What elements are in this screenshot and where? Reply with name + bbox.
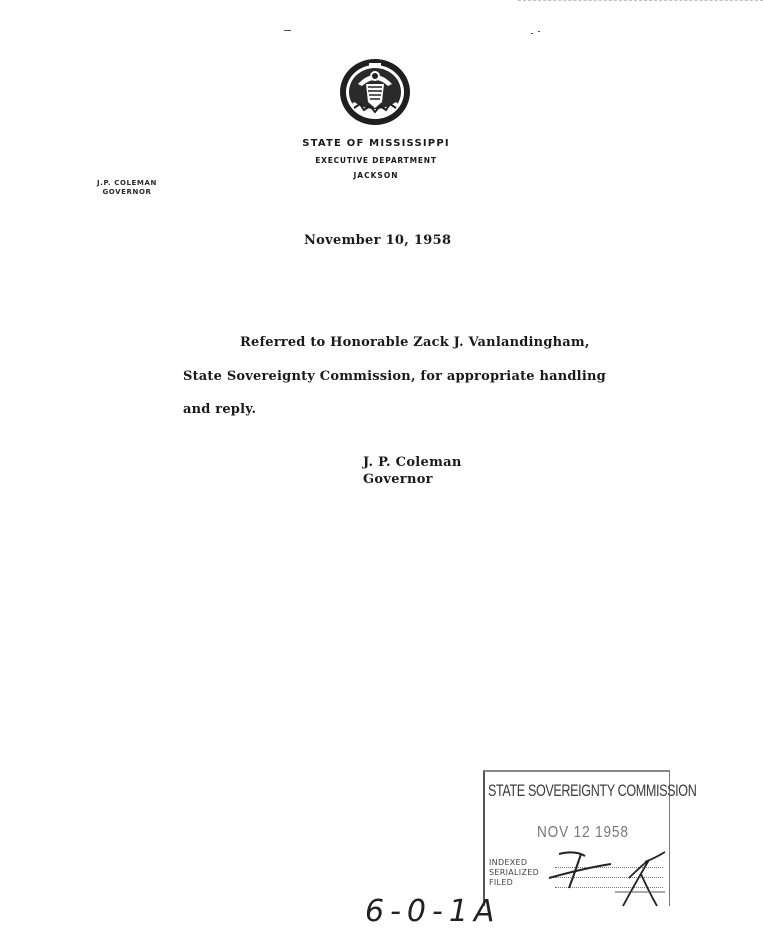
letterhead-city: JACKSON (353, 171, 399, 180)
signature-block (363, 454, 462, 488)
letter-date: November 10, 1958 (304, 233, 452, 248)
letterhead-department: EXECUTIVE DEPARTMENT (315, 156, 437, 165)
stamp-label-serialized: SERIALIZED (489, 868, 540, 877)
stamp-label-indexed: INDEXED (489, 858, 528, 867)
governor-block (80, 179, 174, 197)
stamp-date: NOV 12 1958 (537, 824, 629, 841)
body-line-3: and reply. (183, 402, 257, 417)
signature-name: J. P. Coleman (363, 455, 462, 470)
letterhead-state: STATE OF MISSISSIPPI (302, 138, 450, 149)
stamp-labels (489, 858, 539, 888)
body-line-2: State Sovereignty Commission, for appropriate handling (183, 369, 606, 384)
signature-title: Governor (363, 472, 433, 487)
receipt-stamp (483, 770, 697, 906)
governor-title: GOVERNOR (102, 188, 152, 196)
stamp-label-filed: FILED (489, 878, 514, 887)
handwritten-initials-icon (545, 848, 669, 910)
body-line-1: Referred to Honorable Zack J. Vanlandingham, (240, 335, 590, 350)
top-edge-dotted-line (518, 0, 763, 3)
mississippi-seal-icon (336, 54, 414, 126)
scan-speck (538, 31, 540, 32)
handwritten-file-number: 6-0-1A (365, 894, 501, 929)
scan-speck (284, 30, 291, 31)
governor-name: J.P. COLEMAN (97, 179, 157, 187)
scan-speck (531, 33, 533, 34)
stamp-title: STATE SOVEREIGNTY COMMISSION (488, 781, 697, 800)
